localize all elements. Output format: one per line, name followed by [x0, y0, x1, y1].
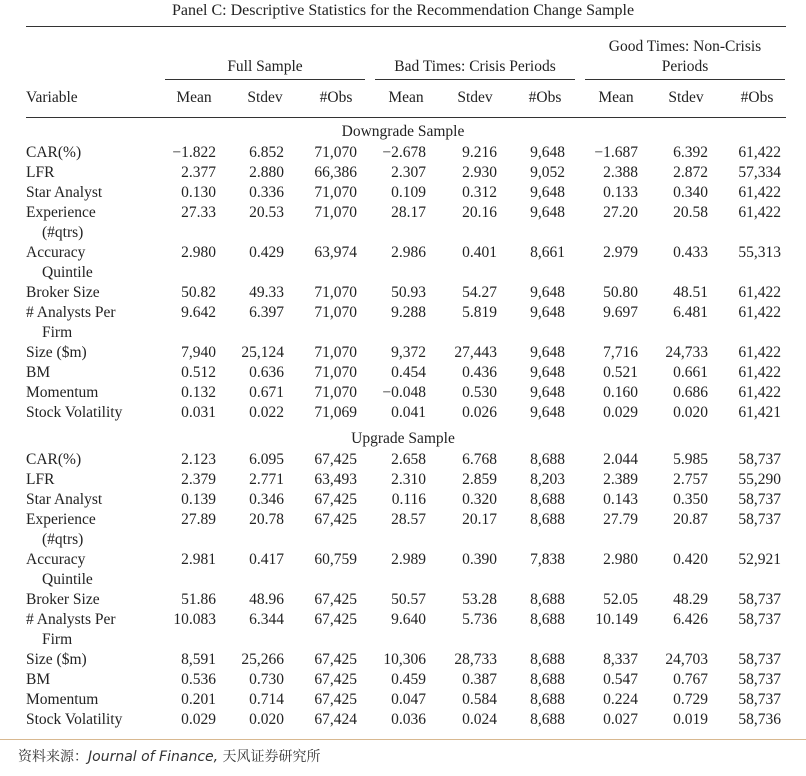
- table-cell: 55,313: [738, 244, 781, 261]
- table-cell: 9,648: [530, 304, 565, 321]
- table-cell: 25,266: [241, 651, 284, 668]
- table-row: [0, 343, 806, 363]
- table-cell: 8,688: [530, 491, 565, 508]
- table-cell: 9,648: [530, 144, 565, 161]
- table-cell: 61,422: [738, 284, 781, 301]
- table-cell: 67,425: [314, 451, 357, 468]
- table-cell: 50.93: [391, 284, 426, 301]
- variable-name-line1: LFR: [26, 471, 55, 488]
- group-good-underline: [585, 79, 785, 80]
- table-cell: 2.771: [249, 471, 284, 488]
- table-cell: 8,661: [530, 244, 565, 261]
- table-row: [0, 610, 806, 648]
- variable-name: [26, 243, 166, 283]
- table-cell: 0.143: [603, 491, 638, 508]
- table-cell: 60,759: [314, 551, 357, 568]
- table-cell: 0.661: [673, 364, 708, 381]
- table-cell: 0.336: [249, 184, 284, 201]
- variable-name-line2: Firm: [42, 324, 73, 341]
- table-cell: 9,648: [530, 384, 565, 401]
- variable-name: [26, 450, 166, 470]
- variable-name-line1: Stock Volatility: [26, 404, 123, 421]
- table-cell: 8,337: [603, 651, 638, 668]
- table-cell: 0.390: [462, 551, 497, 568]
- table-cell: 7,716: [603, 344, 638, 361]
- table-cell: 0.429: [249, 244, 284, 261]
- table-cell: 9.288: [391, 304, 426, 321]
- table-cell: 25,124: [241, 344, 284, 361]
- table-cell: 2.986: [391, 244, 426, 261]
- variable-name: [26, 550, 166, 590]
- table-cell: 10.149: [595, 611, 638, 628]
- column-header: Mean: [388, 89, 424, 106]
- source-suffix: 天风证券研究所: [218, 749, 321, 765]
- section-label: Upgrade Sample: [351, 430, 455, 447]
- table-row: [0, 203, 806, 241]
- variable-name: [26, 203, 166, 243]
- group-good-times-line2: Periods: [661, 58, 709, 75]
- group-bad-times: Bad Times: Crisis Periods: [394, 58, 556, 75]
- table-cell: 61,422: [738, 344, 781, 361]
- table-cell: 2.307: [391, 164, 426, 181]
- column-header: #Obs: [528, 89, 562, 106]
- table-cell: 67,425: [314, 651, 357, 668]
- variable-name: [26, 690, 166, 710]
- source-divider: [0, 739, 806, 740]
- table-cell: 61,421: [738, 404, 781, 421]
- table-cell: 0.026: [462, 404, 497, 421]
- table-cell: 2.981: [181, 551, 216, 568]
- variable-name-line1: Star Analyst: [26, 491, 103, 508]
- table-cell: 6.852: [249, 144, 284, 161]
- variable-name-line1: # Analysts Per: [26, 611, 116, 628]
- table-cell: 2.757: [673, 471, 708, 488]
- table-cell: 71,070: [314, 204, 357, 221]
- table-cell: 0.512: [181, 364, 216, 381]
- variable-name-line1: CAR(%): [26, 451, 82, 468]
- table-cell: 54.27: [462, 284, 497, 301]
- variable-name-line1: LFR: [26, 164, 55, 181]
- table-cell: 5.819: [462, 304, 497, 321]
- table-cell: 0.041: [391, 404, 426, 421]
- table-cell: 24,703: [665, 651, 708, 668]
- variable-name-line1: Accuracy: [26, 244, 86, 261]
- table-cell: 0.116: [391, 491, 426, 508]
- table-cell: 58,737: [738, 691, 781, 708]
- table-cell: 0.730: [249, 671, 284, 688]
- table-cell: 0.132: [181, 384, 216, 401]
- table-cell: 8,203: [530, 471, 565, 488]
- table-cell: 2.980: [181, 244, 216, 261]
- source-prefix: 资料来源：: [18, 749, 88, 765]
- table-cell: 27.79: [603, 511, 638, 528]
- table-cell: 67,425: [314, 511, 357, 528]
- table-cell: 0.436: [462, 364, 497, 381]
- table-cell: 67,425: [314, 491, 357, 508]
- table-cell: 0.133: [603, 184, 638, 201]
- header-rule: [26, 117, 786, 118]
- table-cell: 2.123: [181, 451, 216, 468]
- table-cell: 0.584: [462, 691, 497, 708]
- table-cell: 0.433: [673, 244, 708, 261]
- table-cell: −1.687: [594, 144, 638, 161]
- table-cell: 2.310: [391, 471, 426, 488]
- table-cell: 0.346: [249, 491, 284, 508]
- table-cell: 8,688: [530, 611, 565, 628]
- table-cell: 61,422: [738, 204, 781, 221]
- variable-name-line2: (#qtrs): [42, 224, 84, 241]
- table-cell: 71,070: [314, 364, 357, 381]
- table-cell: 0.022: [249, 404, 284, 421]
- table-cell: 9,648: [530, 364, 565, 381]
- table-row: [0, 650, 806, 670]
- table-cell: −2.678: [382, 144, 426, 161]
- variable-name: [26, 470, 166, 490]
- table-cell: 8,688: [530, 671, 565, 688]
- variable-name: [26, 403, 166, 423]
- table-cell: 61,422: [738, 364, 781, 381]
- table-cell: 9.216: [462, 144, 497, 161]
- variable-name: [26, 650, 166, 670]
- table-row: [0, 363, 806, 383]
- table-cell: 57,334: [738, 164, 781, 181]
- variable-name-line1: Size ($m): [26, 344, 87, 361]
- table-cell: 0.224: [603, 691, 638, 708]
- variable-name-line1: BM: [26, 364, 51, 381]
- column-header: Mean: [598, 89, 634, 106]
- table-cell: 61,422: [738, 384, 781, 401]
- table-cell: 0.636: [249, 364, 284, 381]
- table-cell: 2.872: [673, 164, 708, 181]
- variable-name-line1: Size ($m): [26, 651, 87, 668]
- table-cell: 0.401: [462, 244, 497, 261]
- table-cell: 66,386: [314, 164, 357, 181]
- table-cell: 8,688: [530, 591, 565, 608]
- table-cell: 0.201: [181, 691, 216, 708]
- variable-name: [26, 183, 166, 203]
- table-cell: 9,648: [530, 204, 565, 221]
- variable-name-line1: BM: [26, 671, 51, 688]
- table-cell: 55,290: [738, 471, 781, 488]
- table-cell: 0.536: [181, 671, 216, 688]
- table-cell: 67,425: [314, 591, 357, 608]
- table-cell: 48.96: [249, 591, 284, 608]
- table-cell: 58,736: [738, 711, 781, 728]
- table-row: [0, 183, 806, 203]
- table-cell: 71,069: [314, 404, 357, 421]
- table-cell: 0.109: [391, 184, 426, 201]
- table-cell: 2.389: [603, 471, 638, 488]
- table-cell: 2.989: [391, 551, 426, 568]
- table-cell: 58,737: [738, 671, 781, 688]
- column-header: #Obs: [740, 89, 774, 106]
- table-cell: −0.048: [382, 384, 426, 401]
- variable-header: Variable: [26, 89, 78, 106]
- variable-name-line1: Momentum: [26, 384, 99, 401]
- table-cell: 8,688: [530, 451, 565, 468]
- group-full-sample: Full Sample: [227, 58, 303, 75]
- table-title: Panel C: Descriptive Statistics for the Recommendation Change Sample: [171, 2, 635, 19]
- table-cell: 0.387: [462, 671, 497, 688]
- table-cell: 0.350: [673, 491, 708, 508]
- table-cell: 0.340: [673, 184, 708, 201]
- table-cell: 9.640: [391, 611, 426, 628]
- table-cell: 0.139: [181, 491, 216, 508]
- table-cell: 58,737: [738, 611, 781, 628]
- section-label: Downgrade Sample: [341, 123, 465, 140]
- table-cell: 9,648: [530, 404, 565, 421]
- table-cell: 9,372: [391, 344, 426, 361]
- table-cell: 71,070: [314, 184, 357, 201]
- variable-name: [26, 303, 166, 343]
- table-cell: 0.686: [673, 384, 708, 401]
- table-cell: 0.671: [249, 384, 284, 401]
- group-bad-underline: [375, 79, 575, 80]
- table-cell: 71,070: [314, 284, 357, 301]
- table-cell: 71,070: [314, 144, 357, 161]
- table-cell: 9,648: [530, 184, 565, 201]
- table-row: [0, 283, 806, 303]
- table-cell: 0.417: [249, 551, 284, 568]
- table-cell: 2.379: [181, 471, 216, 488]
- table-cell: 2.979: [603, 244, 638, 261]
- table-cell: 48.51: [673, 284, 708, 301]
- table-cell: 0.521: [603, 364, 638, 381]
- table-cell: 71,070: [314, 384, 357, 401]
- column-header: Mean: [176, 89, 212, 106]
- table-cell: 67,424: [314, 711, 357, 728]
- table-cell: 0.024: [462, 711, 497, 728]
- table-cell: 28.57: [391, 511, 426, 528]
- table-cell: 61,422: [738, 144, 781, 161]
- table-cell: 8,688: [530, 711, 565, 728]
- table-cell: 6.481: [673, 304, 708, 321]
- table-cell: 0.036: [391, 711, 426, 728]
- table-row: [0, 143, 806, 163]
- group-good-times: [585, 37, 785, 77]
- table-cell: 0.020: [673, 404, 708, 421]
- table-cell: 48.29: [673, 591, 708, 608]
- table-cell: 67,425: [314, 671, 357, 688]
- table-cell: 53.28: [462, 591, 497, 608]
- table-cell: 9,052: [530, 164, 565, 181]
- table-cell: 63,493: [314, 471, 357, 488]
- variable-name: [26, 510, 166, 550]
- top-rule: [26, 26, 786, 27]
- table-cell: 6.095: [249, 451, 284, 468]
- table-cell: 8,688: [530, 691, 565, 708]
- variable-name-line1: # Analysts Per: [26, 304, 116, 321]
- table-cell: 27.89: [181, 511, 216, 528]
- table-cell: 28.17: [391, 204, 426, 221]
- variable-name-line1: Experience: [26, 511, 96, 528]
- variable-name: [26, 163, 166, 183]
- variable-name: [26, 363, 166, 383]
- table-cell: 0.729: [673, 691, 708, 708]
- table-cell: 0.459: [391, 671, 426, 688]
- table-cell: 2.377: [181, 164, 216, 181]
- table-cell: 0.130: [181, 184, 216, 201]
- column-header: Stdev: [457, 89, 493, 106]
- table-cell: 67,425: [314, 691, 357, 708]
- table-cell: 58,737: [738, 651, 781, 668]
- table-cell: 71,070: [314, 344, 357, 361]
- table-cell: 51.86: [181, 591, 216, 608]
- table-cell: 24,733: [665, 344, 708, 361]
- table-cell: 0.020: [249, 711, 284, 728]
- table-cell: 71,070: [314, 304, 357, 321]
- table-cell: 7,838: [530, 551, 565, 568]
- table-row: [0, 710, 806, 730]
- table-cell: 9,648: [530, 344, 565, 361]
- table-cell: 67,425: [314, 611, 357, 628]
- variable-name: [26, 343, 166, 363]
- table-cell: 2.980: [603, 551, 638, 568]
- table-cell: 5.736: [462, 611, 497, 628]
- variable-name: [26, 383, 166, 403]
- table-cell: 8,591: [181, 651, 216, 668]
- variable-name: [26, 670, 166, 690]
- table-cell: 0.530: [462, 384, 497, 401]
- table-cell: 6.768: [462, 451, 497, 468]
- table-cell: 0.320: [462, 491, 497, 508]
- table-cell: 0.454: [391, 364, 426, 381]
- table-cell: 10,306: [383, 651, 426, 668]
- table-row: [0, 490, 806, 510]
- table-cell: 0.420: [673, 551, 708, 568]
- table-cell: 0.031: [181, 404, 216, 421]
- table-row: [0, 690, 806, 710]
- table-row: [0, 403, 806, 423]
- table-cell: 2.388: [603, 164, 638, 181]
- table-cell: 7,940: [181, 344, 216, 361]
- table-cell: 20.17: [462, 511, 497, 528]
- table-cell: 2.658: [391, 451, 426, 468]
- column-header: Stdev: [668, 89, 704, 106]
- table-cell: 61,422: [738, 184, 781, 201]
- source-note: [18, 746, 321, 766]
- variable-name-line2: (#qtrs): [42, 531, 84, 548]
- table-row: [0, 510, 806, 548]
- table-cell: 52.05: [603, 591, 638, 608]
- table-cell: 58,737: [738, 491, 781, 508]
- table-row: [0, 303, 806, 341]
- table-cell: 5.985: [673, 451, 708, 468]
- table-cell: 6.426: [673, 611, 708, 628]
- table-row: [0, 590, 806, 610]
- table-cell: 6.397: [249, 304, 284, 321]
- table-cell: 0.714: [249, 691, 284, 708]
- variable-name-line1: Broker Size: [26, 284, 100, 301]
- table-row: [0, 470, 806, 490]
- variable-name: [26, 710, 166, 730]
- table-cell: 9.697: [603, 304, 638, 321]
- variable-name: [26, 590, 166, 610]
- table-row: [0, 243, 806, 281]
- variable-name: [26, 610, 166, 650]
- variable-name-line1: Stock Volatility: [26, 711, 123, 728]
- table-cell: 2.044: [603, 451, 638, 468]
- table-cell: −1.822: [172, 144, 216, 161]
- table-cell: 49.33: [249, 284, 284, 301]
- table-cell: 0.029: [181, 711, 216, 728]
- variable-name-line1: CAR(%): [26, 144, 82, 161]
- table-row: [0, 163, 806, 183]
- table-cell: 50.80: [603, 284, 638, 301]
- table-cell: 27.33: [181, 204, 216, 221]
- table-row: [0, 550, 806, 588]
- table-cell: 0.160: [603, 384, 638, 401]
- table-cell: 10.083: [173, 611, 216, 628]
- table-cell: 27,443: [454, 344, 497, 361]
- table-cell: 52,921: [738, 551, 781, 568]
- table-cell: 0.047: [391, 691, 426, 708]
- table-cell: 63,974: [314, 244, 357, 261]
- source-journal: Journal of Finance,: [88, 749, 219, 765]
- variable-name-line1: Accuracy: [26, 551, 86, 568]
- variable-name: [26, 490, 166, 510]
- table-cell: 0.019: [673, 711, 708, 728]
- table-cell: 2.930: [462, 164, 497, 181]
- variable-name: [26, 283, 166, 303]
- table-cell: 9,648: [530, 284, 565, 301]
- variable-name-line1: Star Analyst: [26, 184, 103, 201]
- table-cell: 58,737: [738, 511, 781, 528]
- table-row: [0, 383, 806, 403]
- table-cell: 8,688: [530, 651, 565, 668]
- variable-name-line2: Quintile: [42, 264, 93, 281]
- table-cell: 20.58: [673, 204, 708, 221]
- table-cell: 6.392: [673, 144, 708, 161]
- table-cell: 58,737: [738, 451, 781, 468]
- table-cell: 0.547: [603, 671, 638, 688]
- table-cell: 0.312: [462, 184, 497, 201]
- table-cell: 0.029: [603, 404, 638, 421]
- table-cell: 9.642: [181, 304, 216, 321]
- table-row: [0, 670, 806, 690]
- variable-name-line2: Firm: [42, 631, 73, 648]
- table-cell: 6.344: [249, 611, 284, 628]
- table-cell: 61,422: [738, 304, 781, 321]
- column-header: #Obs: [319, 89, 353, 106]
- table-cell: 20.16: [462, 204, 497, 221]
- table-cell: 50.82: [181, 284, 216, 301]
- table-cell: 2.880: [249, 164, 284, 181]
- table-cell: 28,733: [454, 651, 497, 668]
- variable-name-line2: Quintile: [42, 571, 93, 588]
- table-cell: 8,688: [530, 511, 565, 528]
- variable-name: [26, 143, 166, 163]
- table-cell: 0.027: [603, 711, 638, 728]
- table-cell: 20.87: [673, 511, 708, 528]
- variable-name-line1: Experience: [26, 204, 96, 221]
- table-cell: 0.767: [673, 671, 708, 688]
- variable-name-line1: Broker Size: [26, 591, 100, 608]
- table-cell: 20.78: [249, 511, 284, 528]
- table-cell: 20.53: [249, 204, 284, 221]
- variable-name-line1: Momentum: [26, 691, 99, 708]
- table-row: [0, 450, 806, 470]
- table-cell: 58,737: [738, 591, 781, 608]
- table-cell: 27.20: [603, 204, 638, 221]
- group-good-times-line1: Good Times: Non-Crisis: [608, 38, 762, 55]
- group-full-underline: [165, 79, 365, 80]
- table-cell: 50.57: [391, 591, 426, 608]
- column-header: Stdev: [247, 89, 283, 106]
- table-cell: 2.859: [462, 471, 497, 488]
